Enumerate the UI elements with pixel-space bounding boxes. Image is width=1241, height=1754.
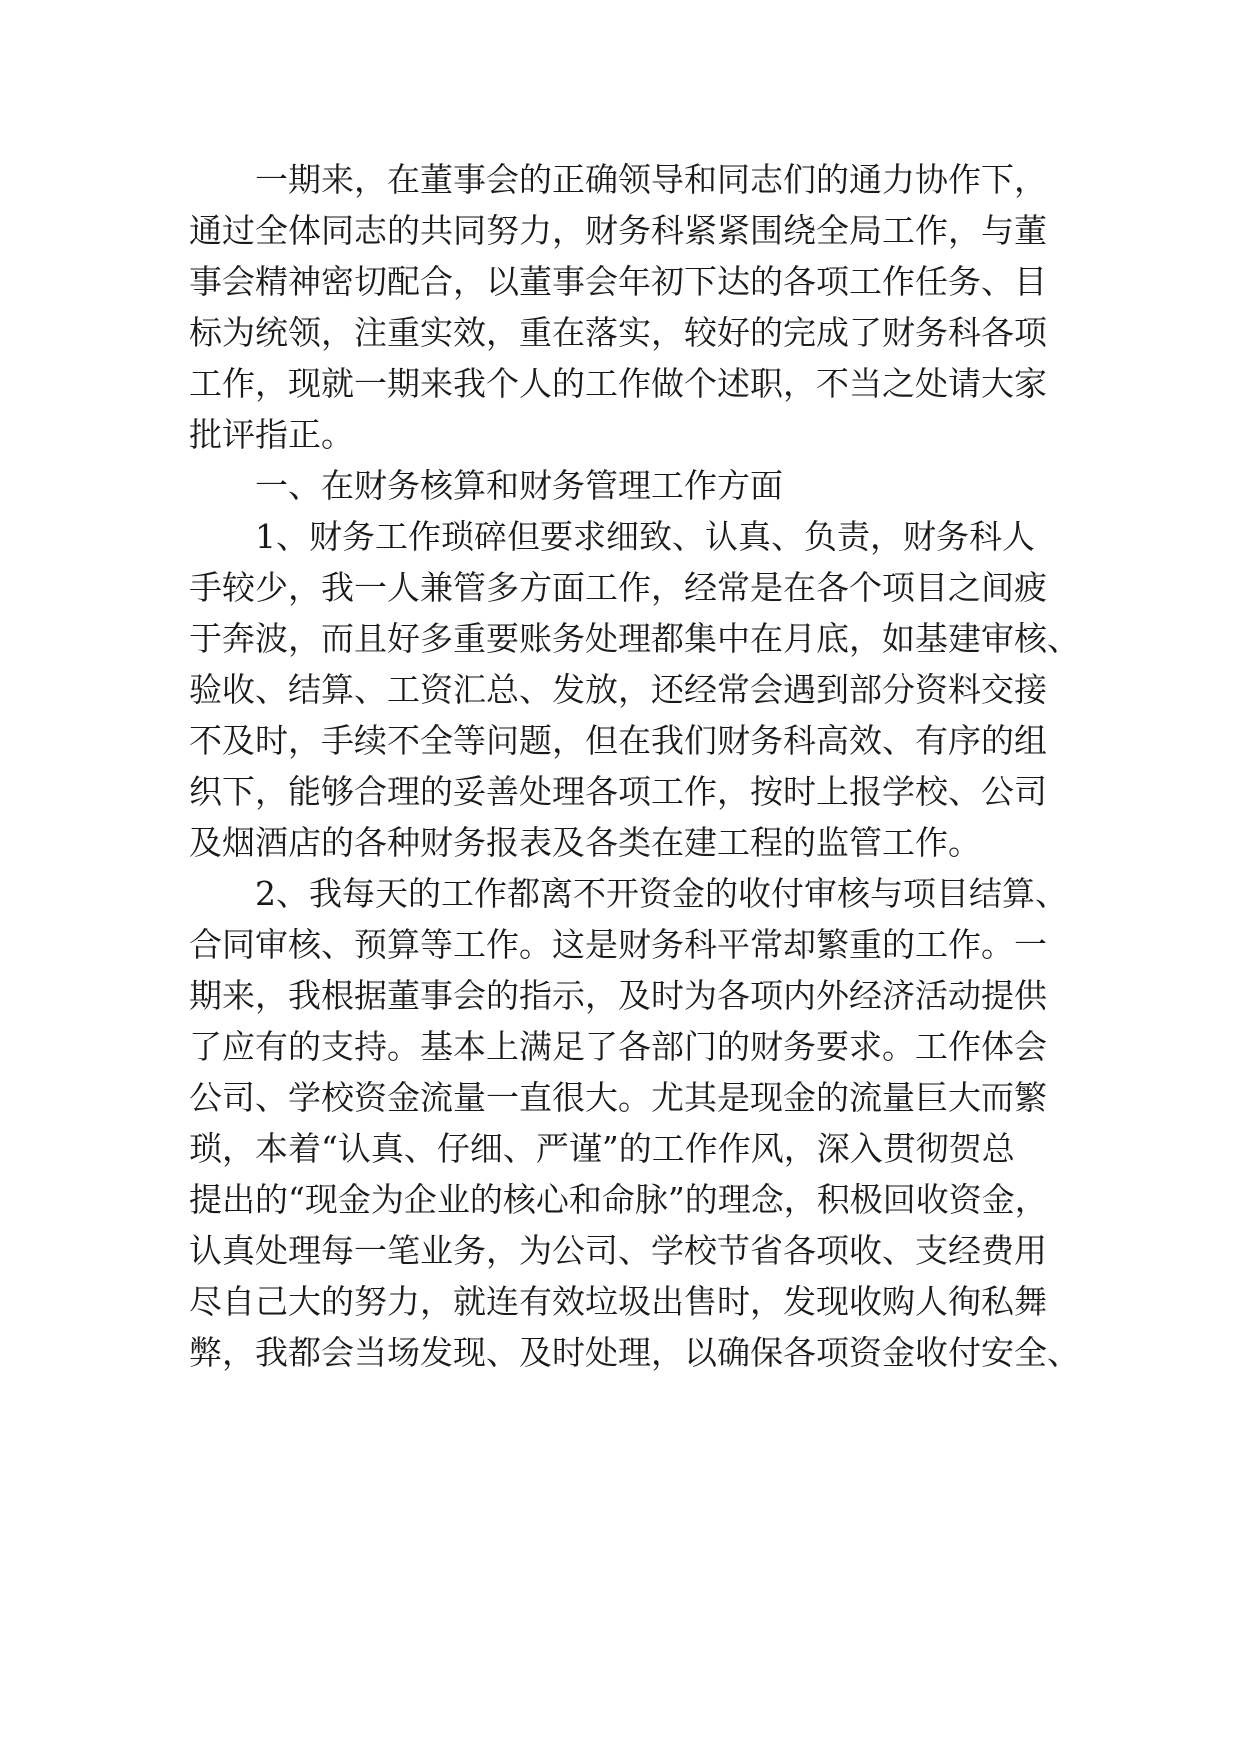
paragraph-intro-line-3: 事会精神密切配合，以董事会年初下达的各项工作任务、目: [189, 262, 1047, 301]
paragraph-item-2-line-5: 公司、学校资金流量一直很大。尤其是现金的流量巨大而繁: [189, 1078, 1047, 1117]
paragraph-item-1-line-6: 织下，能够合理的妥善处理各项工作，按时上报学校、公司: [189, 772, 1047, 811]
paragraph-item-2-line-8: 认真处理每一笔业务，为公司、学校节省各项收、支经费用: [189, 1231, 1047, 1270]
paragraph-item-1-line-4: 验收、结算、工资汇总、发放，还经常会遇到部分资料交接: [189, 670, 1047, 709]
paragraph-item-1-line-7: 及烟酒店的各种财务报表及各类在建工程的监管工作。: [189, 823, 981, 862]
paragraph-item-2-line-9: 尽自己大的努力，就连有效垃圾出售时，发现收购人徇私舞: [189, 1282, 1047, 1321]
paragraph-item-2-line-1: 2、我每天的工作都离不开资金的收付审核与项目结算、: [255, 874, 1068, 913]
section-heading: 一、在财务核算和财务管理工作方面: [255, 466, 783, 505]
paragraph-intro-line-6: 批评指正。: [189, 415, 354, 454]
paragraph-intro-line-4: 标为统领，注重实效，重在落实，较好的完成了财务科各项: [189, 313, 1047, 352]
paragraph-item-2-line-7: 提出的“现金为企业的核心和命脉”的理念，积极回收资金，: [189, 1180, 1048, 1219]
paragraph-item-2-line-3: 期来，我根据董事会的指示，及时为各项内外经济活动提供: [189, 976, 1047, 1015]
paragraph-item-1-line-1: 1、财务工作琐碎但要求细致、认真、负责，财务科人: [255, 517, 1035, 556]
paragraph-item-2-line-10: 弊，我都会当场发现、及时处理，以确保各项资金收付安全、: [189, 1333, 1080, 1372]
paragraph-item-2-line-2: 合同审核、预算等工作。这是财务科平常却繁重的工作。一: [189, 925, 1047, 964]
paragraph-item-1-line-5: 不及时，手续不全等问题，但在我们财务科高效、有序的组: [189, 721, 1047, 760]
paragraph-intro-line-1: 一期来，在董事会的正确领导和同志们的通力协作下，: [255, 160, 1047, 199]
paragraph-item-1-line-2: 手较少，我一人兼管多方面工作，经常是在各个项目之间疲: [189, 568, 1047, 607]
paragraph-item-2-line-4: 了应有的支持。基本上满足了各部门的财务要求。工作体会: [189, 1027, 1047, 1066]
paragraph-item-2-line-6: 琐，本着“认真、仔细、严谨”的工作作风，深入贯彻贺总: [189, 1129, 1015, 1168]
paragraph-intro-line-2: 通过全体同志的共同努力，财务科紧紧围绕全局工作，与董: [189, 211, 1047, 250]
paragraph-item-1-line-3: 于奔波，而且好多重要账务处理都集中在月底，如基建审核、: [189, 619, 1080, 658]
paragraph-intro-line-5: 工作，现就一期来我个人的工作做个述职，不当之处请大家: [189, 364, 1047, 403]
